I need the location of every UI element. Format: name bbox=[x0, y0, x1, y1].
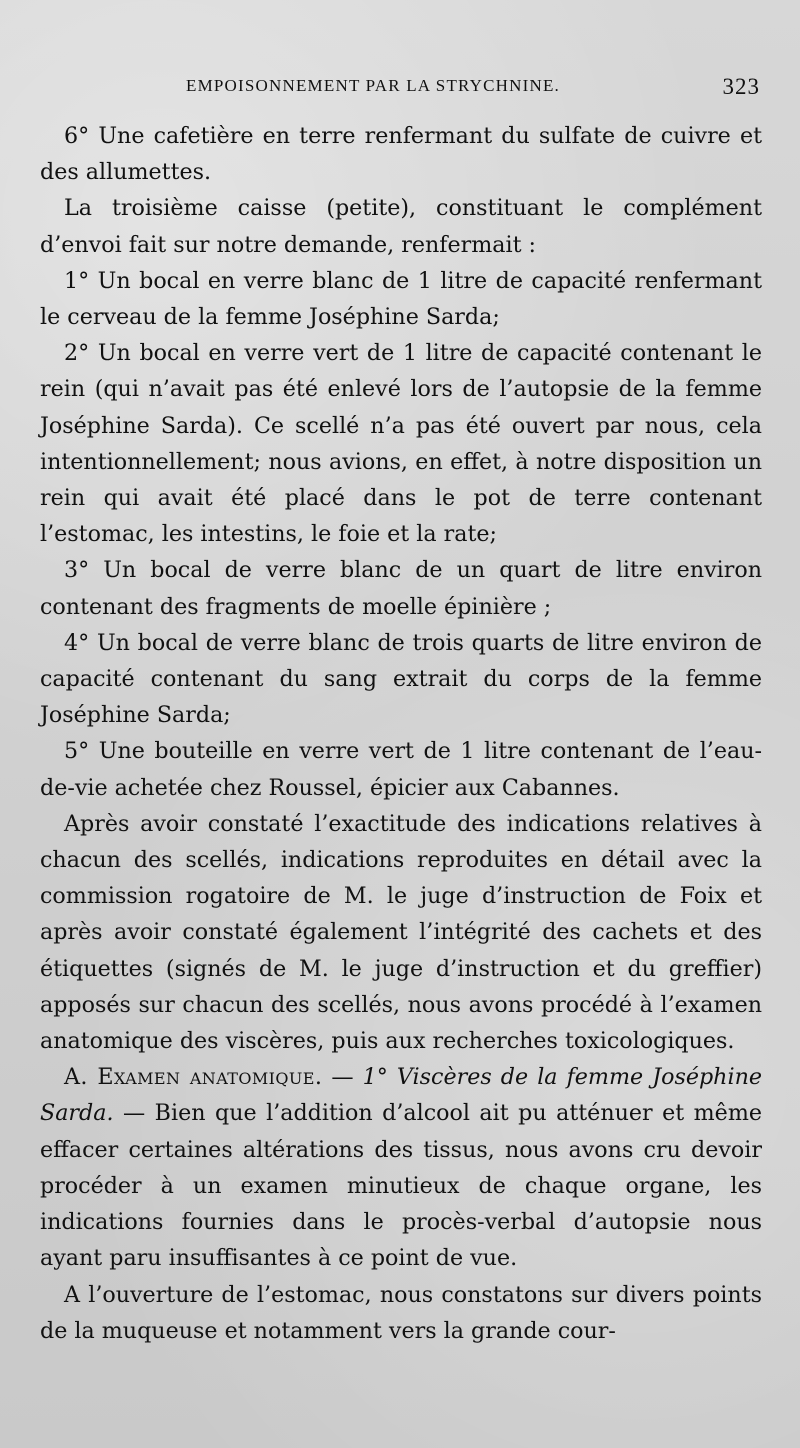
section-text: — Bien que l’addition d’alcool ait pu atténuer et même effacer certaines altérations des tissus, nous avons cru devoir procéder à un examen minutieux de chaque organe, les indications fournies dans le procès-verbal d’autopsie nous ayant paru insuffisantes à ce point de vue. bbox=[40, 1100, 762, 1272]
final-paragraph: A l’ouverture de l’estomac, nous constatons sur divers points de la muqueuse et notamment vers la grande cour- bbox=[40, 1281, 762, 1344]
paragraph-item-2: 2° Un bocal en verre vert de 1 litre de capacité contenant le rein (qui n’avait pas été enlevé lors de l’autopsie de la femme Joséphine Sarda). Ce scellé n’a pas été ouvert par nous, cela intentionnellement; nous avions, en effet, à notre disposition un rein qui avait été placé dans le pot de terre contenant l’estomac, les intestins, le foie et la rate; bbox=[40, 340, 762, 548]
section-heading: A. Examen anatomique. bbox=[64, 1064, 323, 1091]
page-content bbox=[40, 118, 762, 1349]
paragraph-item-1: 1° Un bocal en verre blanc de 1 litre de capacité renfermant le cerveau de la femme Joséphine Sarda; bbox=[40, 267, 762, 331]
running-title: EMPOISONNEMENT PAR LA STRYCHNINE. bbox=[186, 76, 560, 95]
paragraph-third-case: La troisième caisse (petite), constituant le complément d’envoi fait sur notre demande, renfermait : bbox=[40, 195, 762, 258]
page-number: 323 bbox=[722, 74, 760, 99]
paragraph-item-4: 4° Un bocal de verre blanc de trois quarts de litre environ de capacité contenant du sang extrait du corps de la femme Joséphine Sarda; bbox=[40, 629, 762, 729]
section-dash: — bbox=[322, 1064, 363, 1091]
paragraph-verification: Après avoir constaté l’exactitude des indications relatives à chacun des scellés, indications reproduites en détail avec la commission rogatoire de M. le juge d’instruction de Foix et après avoir constaté également l’intégrité des cachets et des étiquettes (signés de M. le juge d’instruction et du greffier) apposés sur chacun des scellés, nous avons procédé à l’examen anatomique des viscères, puis aux recherches toxicologiques. bbox=[40, 810, 762, 1055]
paragraph-item-5: 5° Une bouteille en verre vert de 1 litre contenant de l’eau-de-vie achetée chez Roussel, épicier aux Cabannes. bbox=[40, 738, 762, 801]
page-header bbox=[0, 72, 800, 112]
paragraph-item-3: 3° Un bocal de verre blanc de un quart de litre environ contenant des fragments de moelle épinière ; bbox=[40, 557, 762, 620]
section-subheading: 1° Viscères de la femme Joséphine Sarda. bbox=[40, 1064, 762, 1127]
section-paragraph bbox=[40, 1059, 762, 1276]
paragraph-item-6: 6° Une cafetière en terre renfermant du sulfate de cuivre et des allumettes. bbox=[40, 123, 762, 186]
